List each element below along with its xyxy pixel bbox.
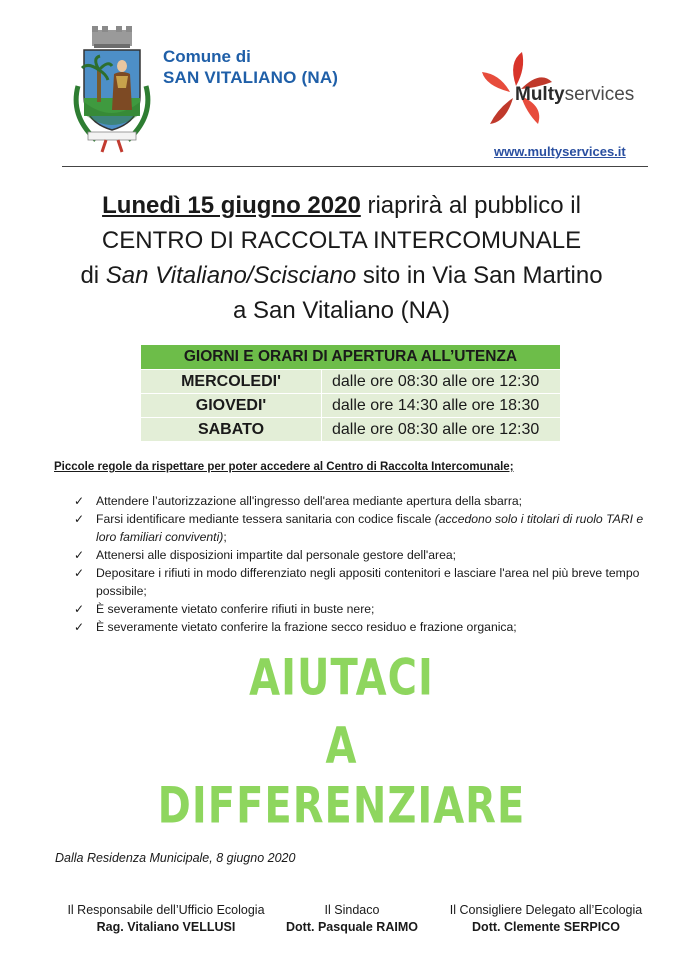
day-cell: MERCOLEDI' (141, 370, 322, 394)
slogan-line-1: AIUTACI (249, 649, 434, 707)
headline-line-2: CENTRO DI RACCOLTA INTERCOMUNALE (101, 227, 582, 254)
rule-text: È severamente vietato conferire la frazione secco residuo e frazione organica; (96, 620, 517, 634)
signature-ecology-office (50, 903, 282, 934)
rule-note: (accedono solo i titolari di ruolo TARI e loro familiari conviventi) (96, 512, 644, 544)
comune-name: SAN VITALIANO (NA) (163, 68, 339, 87)
multyservices-wordmark (515, 84, 634, 106)
reopening-date: Lunedì 15 giugno 2020 (102, 192, 361, 219)
municipal-crest-logo (66, 26, 158, 154)
signatory-role: Il Responsabile dell’Ufficio Ecologia (67, 903, 265, 917)
hours-cell: dalle ore 08:30 alle ore 12:30 (322, 370, 561, 394)
headline-line-1 (20, 188, 663, 223)
signature-mayor (282, 903, 422, 934)
list-item (74, 600, 654, 618)
headline-line-4: a San Vitaliano (NA) (232, 297, 450, 324)
table-row (141, 394, 561, 418)
rule-text: Depositare i rifiuti in modo differenziato negli appositi contenitori e lasciare l'area nel più breve tempo possibile; (96, 566, 640, 598)
headline-line-3-rest: sito in Via San Martino (356, 262, 603, 289)
signatory-name: Dott. Clemente SERPICO (472, 920, 620, 934)
table-row (141, 418, 561, 442)
day-cell: GIOVEDI' (141, 394, 322, 418)
hours-cell: dalle ore 14:30 alle ore 18:30 (322, 394, 561, 418)
rule-text: Attendere l’autorizzazione all'ingresso dell'area mediante apertura della sbarra; (96, 494, 523, 508)
checkmark-icon: ✓ (74, 566, 85, 580)
headline-line-3-prefix: di (80, 262, 106, 289)
comune-label: Comune di (163, 47, 251, 66)
headline-line-1-rest: riaprirà al pubblico il (360, 192, 581, 219)
list-item (74, 546, 654, 564)
slogan-line-3: DIFFERENZIARE (157, 777, 526, 835)
rules-list (74, 492, 654, 636)
checkmark-icon: ✓ (74, 494, 85, 508)
hours-cell: dalle ore 08:30 alle ore 12:30 (322, 418, 561, 442)
checkmark-icon: ✓ (74, 602, 85, 616)
list-item (74, 618, 654, 636)
signatory-name: Dott. Pasquale RAIMO (286, 920, 418, 934)
signatory-role: Il Consigliere Delegato all’Ecologia (449, 903, 643, 917)
list-item (74, 510, 654, 546)
checkmark-icon: ✓ (74, 620, 85, 634)
rules-heading: Piccole regole da rispettare per poter accedere al Centro di Raccolta Intercomunale; (54, 461, 514, 473)
signatory-name: Rag. Vitaliano VELLUSI (96, 920, 236, 934)
rule-text: Farsi identificare mediante tessera sanitaria con codice fiscale (96, 512, 435, 526)
rule-text-end: ; (223, 530, 227, 544)
checkmark-icon: ✓ (74, 512, 85, 526)
website-link[interactable]: www.multyservices.it (494, 144, 626, 159)
list-item (74, 564, 654, 600)
checkmark-icon: ✓ (74, 548, 85, 562)
slogan-line-2: A (325, 717, 358, 775)
day-cell: SABATO (141, 418, 322, 442)
signatory-role: Il Sindaco (324, 903, 380, 917)
opening-hours-table (140, 344, 561, 442)
table-row (141, 370, 561, 394)
headline-line-3 (20, 258, 663, 293)
signature-ecology-councillor (436, 903, 656, 934)
list-item (74, 492, 654, 510)
rule-text: È severamente vietato conferire rifiuti in buste nere; (96, 602, 375, 616)
rule-text: Attenersi alle disposizioni impartite dal personale gestore dell'area; (96, 548, 457, 562)
table-header-row (141, 345, 561, 370)
brand-prefix: Multy (515, 84, 565, 105)
municipalities-name: San Vitaliano/Scisciano (105, 262, 357, 289)
table-heading: GIORNI E ORARI DI APERTURA ALL’UTENZA (141, 345, 561, 370)
header-divider (62, 166, 648, 167)
issue-date-line: Dalla Residenza Municipale, 8 giugno 2020 (55, 851, 296, 865)
brand-suffix: services (564, 84, 635, 105)
